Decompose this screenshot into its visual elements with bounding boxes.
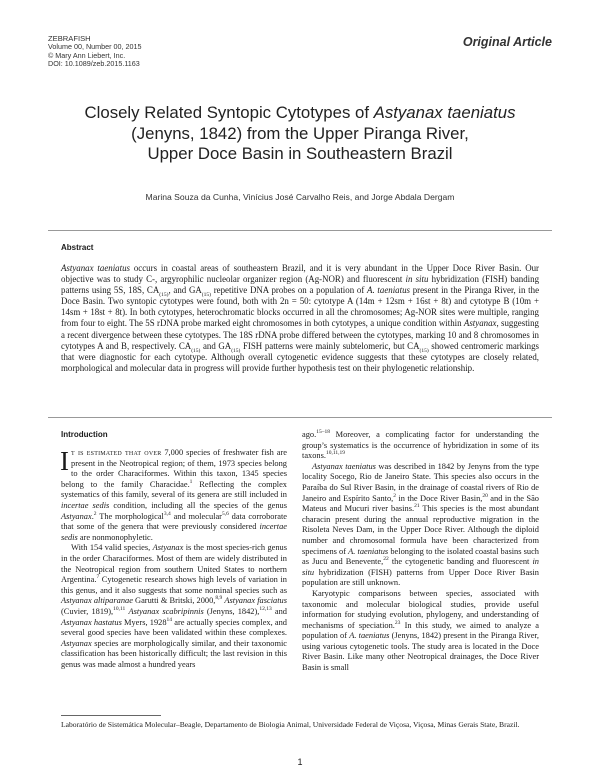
doi: DOI: 10.1089/zeb.2015.1163 [48,58,140,68]
page-number: 1 [297,757,303,767]
copyright: © Mary Ann Liebert, Inc. [48,50,126,60]
title-part3: Upper Doce Basin in Southeastern Brazil [147,144,453,163]
title-part2: (Jenyns, 1842) from the Upper Piranga River, [131,123,469,143]
authors: Marina Souza da Cunha, Vinícius José Carvalho Reis, and Jorge Abdala Dergam [145,192,455,202]
introduction-heading: Introduction [61,430,108,439]
journal-header [48,35,142,68]
affiliation-footnote: Laboratório de Sistemática Molecular–Beagle, Departamento de Biologia Animal, Universidade Federal de Viçosa, Viçosa, Minas Gerais State, Brazil. [61,720,520,729]
abstract-heading: Abstract [61,243,94,252]
title-species: Astyanax taeniatus [373,103,516,122]
article-title [40,103,560,165]
introduction-column-right: ago.$^{15-18}$ Moreover, a complicating factor for understanding the group’s systematics is the occurrence of hybridization in some of its taxons.$^{10,11,19}$ Astyanax taeniatus was described in 1842 by Jenyns from the type locality Socego, Rio de Janeiro State. This species also occurs in the Paraíba do Sul River Basin, in the drainage of coastal rivers of Rio de Janeiro and Espírito Santo,$^2$ in the Doce River Basin,$^{20}$ and in the São Mateus and Mucuri river basins.$^{21}$ This species is the most abundant characin present during the annual reproductive migration in the Risoleta Neves Dam, in the Upper Doce River. Although the diploid number and chromosomal formula have been characterized from specimens of A. taeniatus belonging to the isolated coastal basins such as Jucu and Benevente,$^{22}$ the cytogenetic banding and fluorescent in situ hybridization (FISH) patterns from Upper Doce River Basin population are still unknown. Karyotypic comparisons between species, associated with taxonomic and molecular biological studies, provide useful information for studying evolution, phylogeny, and understanding of mechanisms of speciation.$^{23}$ In this study, we aimed to analyze a population of A. taeniatus (Jenyns, 1842) present in the Piranga River, using various cytogenetic tools. The study area is located in the Doce River Basin. Like many other Neotropical drainages, the Doce River Basin is small [302,429,540,673]
journal-name: ZEBRAFISH [48,34,91,43]
divider-bottom [48,417,552,418]
abstract-text: Astyanax taeniatus occurs in coastal areas of southeastern Brazil, and it is very abundant in the Upper Doce River Basin. Our objective was to study C-, argyrophilic nucleolar organizer region (Ag-NOR) and fluorescent in situ hybridization (FISH) banding patterns using 5S, 18S, $CA_{(15)}$, and $GA_{(15)}$ repetitive DNA probes on a population of A. taeniatus present in the Piranga River, in the Doce Basin. Two syntopic cytotypes were found, both with 2n = 50: cytotype A (14m + 12sm + 16st + 8t) and cytotype B (10m + 14sm + 18st + 8t). In both cytotypes, heterochromatic blocks occurred in all the chromosomes; Ag-NOR sites were multiple, ranging from four to eight. The 5S rDNA probe marked eight chromosomes in both cytotypes, a unique condition within Astyanax, suggesting a recent divergence between these cytotypes. The 18S rDNA probe differed between the cytotypes, marking 10 and 8 chromosomes in cytotypes A and B, respectively. $CA_{(15)}$ and $GA_{(15)}$ FISH patterns were mainly subtelomeric, but $CA_{(15)}$ showed centromeric markings that were diagnostic for each cytotype. Although overall cytogenetic evidence suggests that these cytotypes are closely related, morphological and molecular data in progress will provide further hypothesis test on their phylogenetic relationship. [61,263,540,373]
volume-info: Volume 00, Number 00, 2015 [48,42,142,52]
divider-top [48,230,552,231]
introduction-column-left: It is estimated that over 7,000 species of freshwater fish are present in the Neotropical region; of them, 1973 species belong to the order Characiformes. Within this taxon, 1345 species belong to the family Characidae.$^1$ Reflecting the complex systematics of this family, several of its genera are still included in incertae sedis condition, including all the species of the genus Astyanax.$^2$ The morphological$^{3,4}$ and molecular$^{5,6}$ data corroborate that some of the genera that were previously considered incertae sedis are nonmonophyletic. With 154 valid species, Astyanax is the most species-rich genus in the order Characiformes. Most of them are widely distributed in the Neotropical region from southern United States to northern Argentina.$^7$ Cytogenetic research shows high levels of variation in this genus, and it also suggests that some nominal species such as Astyanax altiparanae Garutti & Britski, 2000,$^{8,9}$ Astyanax fasciatus (Cuvier, 1819),$^{10,11}$ Astyanax scabripinnis (Jenyns, 1842),$^{12,13}$ and Astyanax hastatus Myers, 1928$^{14}$ are actually species complex, and several good species have been validated within these complexes. Astyanax species are morphologically similar, and their taxonomic classification has been historically difficult; the last revision in this genus was made almost a hundred years [60,446,288,669]
title-part1: Closely Related Syntopic Cytotypes of [84,103,374,122]
article-type: Original Article [462,35,552,49]
footnote-rule [61,715,161,716]
